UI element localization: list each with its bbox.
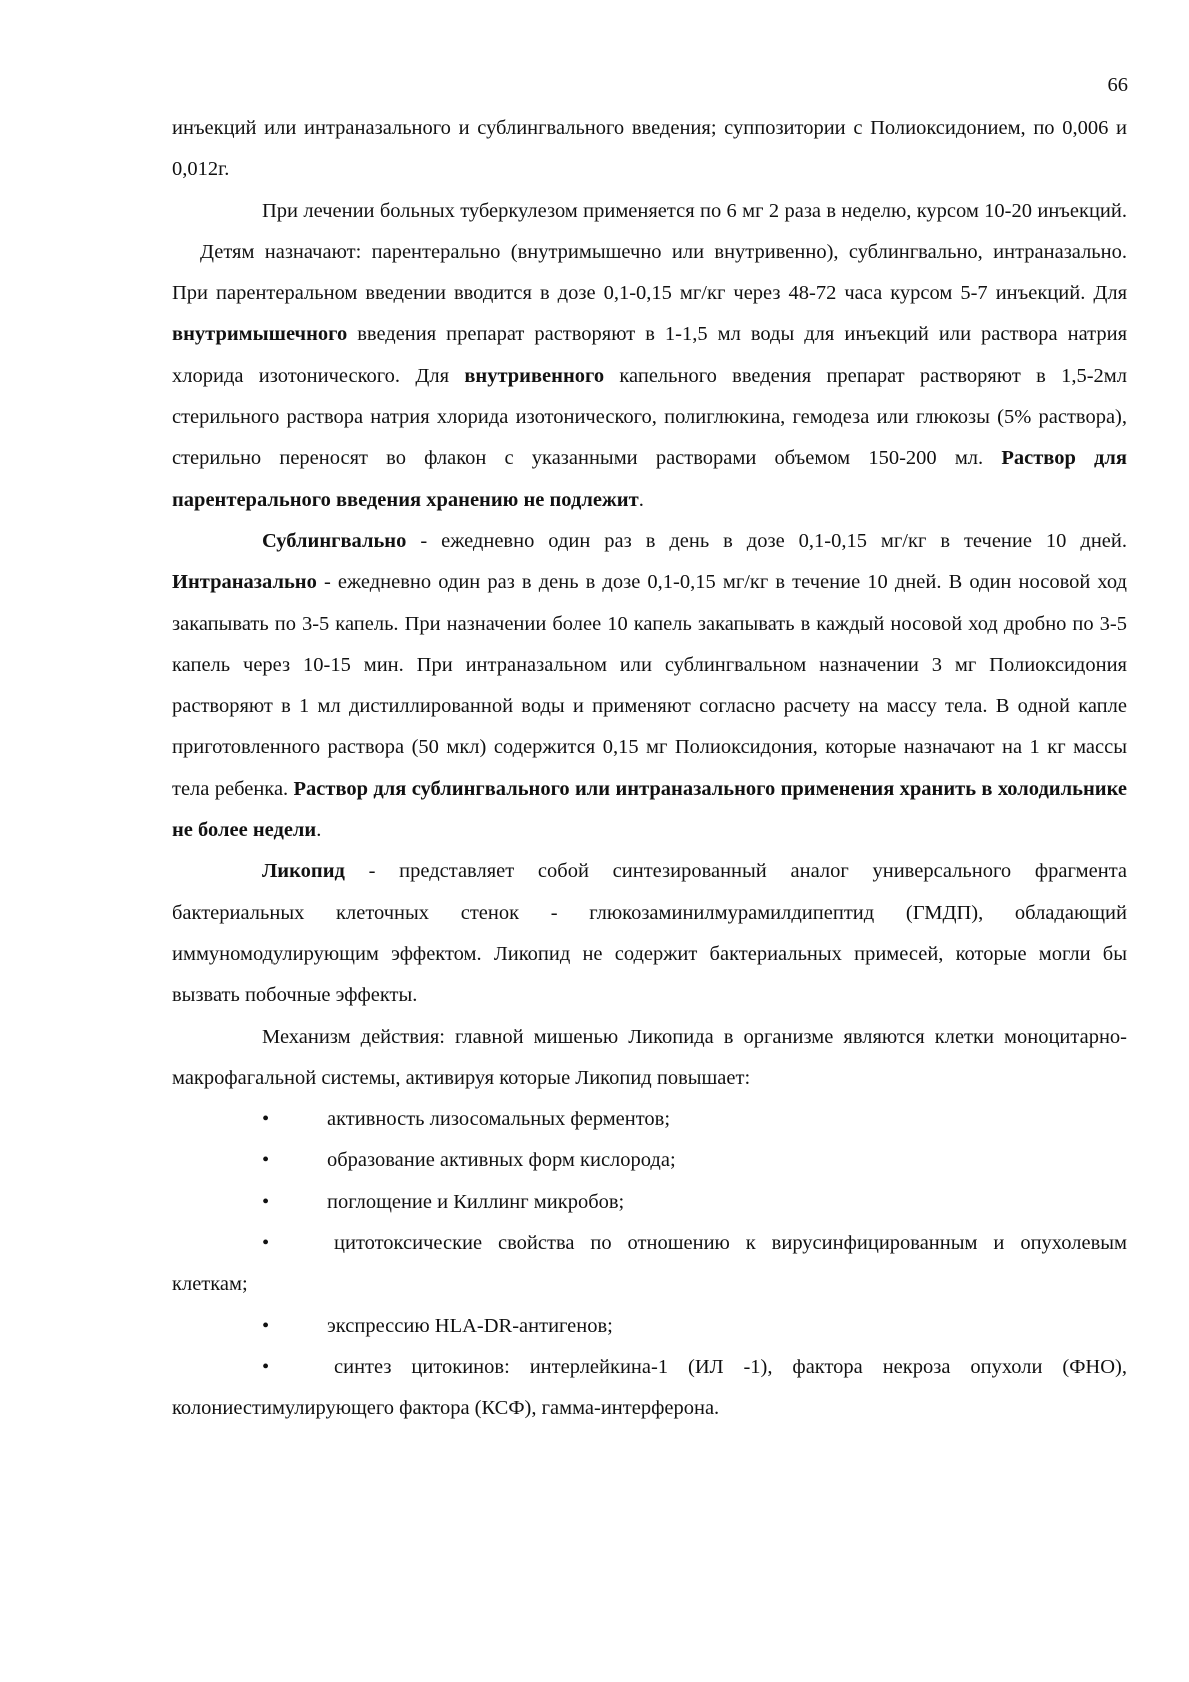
list-item-text: образование активных форм кислорода; xyxy=(327,1149,676,1172)
list-item-text: поглощение и Киллинг микробов; xyxy=(327,1190,625,1213)
bullet-mark: • xyxy=(262,1232,270,1255)
list-item xyxy=(172,1099,1127,1140)
page-content xyxy=(172,108,1127,1430)
list-item-text: цитотоксические свойства по отношению к вирусинфицированным и опухолевым клеткам; xyxy=(172,1232,1127,1296)
bold-warning-storage: Раствор для сублингвального или интраназального применения хранить в холодильнике не более недели xyxy=(172,777,1127,842)
list-item xyxy=(172,1347,1127,1430)
bullet-mark: • xyxy=(262,1190,270,1213)
list-item xyxy=(172,1140,1127,1181)
bullet-mark: • xyxy=(262,1314,270,1337)
bold-term-intramuscular: внутримышечного xyxy=(172,323,348,346)
paragraph-2-text-f: капельного введения препарат растворяют в 1,5-2мл стерильного раствора натрия хлорида изотонического, полиглюкина, гемодеза или глюкозы (5% раствора), стерильно переносят во флакон с указанными растворами объемом 150-200 мл. xyxy=(172,364,1128,470)
paragraph-2-text-d: введения препарат растворяют в 1-1,5 мл воды для инъекций или раствора натрия хлорида изотонического. Для xyxy=(172,323,1127,387)
bold-term-likopid: Ликопид xyxy=(262,860,345,883)
paragraph-3-text-f: . xyxy=(316,819,322,842)
list-item xyxy=(172,1182,1127,1223)
bold-term-sublingual: Сублингвально xyxy=(262,529,407,552)
paragraph-2 xyxy=(172,191,1127,521)
paragraph-2-text-b: Детям назначают: парентерально (внутримышечно или внутривенно), сублингвально, интраназально. При парентеральном введении вводится в дозе 0,1-0,15 мг/кг через 48-72 часа курсом 5-7 инъекций. Для xyxy=(172,240,1127,305)
paragraph-2-text-h: . xyxy=(638,488,644,511)
list-item-text: экспрессию HLA-DR-антигенов; xyxy=(327,1314,613,1337)
bold-warning-parenteral: Раствор для парентерального введения хранению не подлежит xyxy=(172,447,1127,511)
list-item xyxy=(172,1223,1127,1306)
paragraph-4-text-b: - представляет собой синтезированный аналог универсального фрагмента бактериальных клеточных стенок - глюкозаминилмурамилдипептид (ГМДП), обладающий иммуномодулирующим эффектом. Ликопид не содержит бактериальных примесей, которые могли бы вызвать побочные эффекты. xyxy=(172,860,1127,1007)
bold-term-intravenous: внутривенного xyxy=(464,364,605,387)
bullet-mark: • xyxy=(262,1108,270,1131)
bold-term-intranasal: Интраназально xyxy=(172,571,317,594)
paragraph-4 xyxy=(172,851,1127,1016)
paragraph-1: инъекций или интраназального и сублингвального введения; суппозитории с Полиоксидонием, по 0,006 и 0,012г. xyxy=(172,117,1127,181)
page-number: 66 xyxy=(1107,74,1128,96)
list-item-text: активность лизосомальных ферментов; xyxy=(327,1108,671,1131)
paragraph-3-text-b: - ежедневно один раз в день в дозе 0,1-0,15 мг/кг в течение 10 дней. xyxy=(406,529,1127,552)
bullet-mark: • xyxy=(262,1149,270,1172)
paragraph-5: Механизм действия: главной мишенью Ликопида в организме являются клетки моноцитарно-макрофагальной системы, активируя которые Ликопид повышает: xyxy=(172,1025,1127,1089)
paragraph-3 xyxy=(172,521,1127,851)
paragraph-2-text-a: При лечении больных туберкулезом применяется по 6 мг 2 раза в неделю, курсом 10-20 инъекций. xyxy=(262,199,1127,222)
paragraph-3-text-d: - ежедневно один раз в день в дозе 0,1-0,15 мг/кг в течение 10 дней. В один носовой ход закапывать по 3-5 капель. При назначении более 10 капель закапывать в каждый носовой ход дробно по 3-5 капель через 10-15 мин. При интраназальном или сублингвальном назначении 3 мг Полиоксидония растворяют в 1 мл дистиллированной воды и применяют согласно расчету на массу тела. В одной капле приготовленного раствора (50 мкл) содержится 0,15 мг Полиоксидония, которые назначают на 1 кг массы тела ребенка. xyxy=(172,571,1127,800)
bullet-mark: • xyxy=(262,1355,270,1378)
list-item-text: синтез цитокинов: интерлейкина-1 (ИЛ -1), фактора некроза опухоли (ФНО), колониестимулирующего фактора (КСФ), гамма-интерферона. xyxy=(172,1355,1127,1420)
list-item xyxy=(172,1306,1127,1347)
